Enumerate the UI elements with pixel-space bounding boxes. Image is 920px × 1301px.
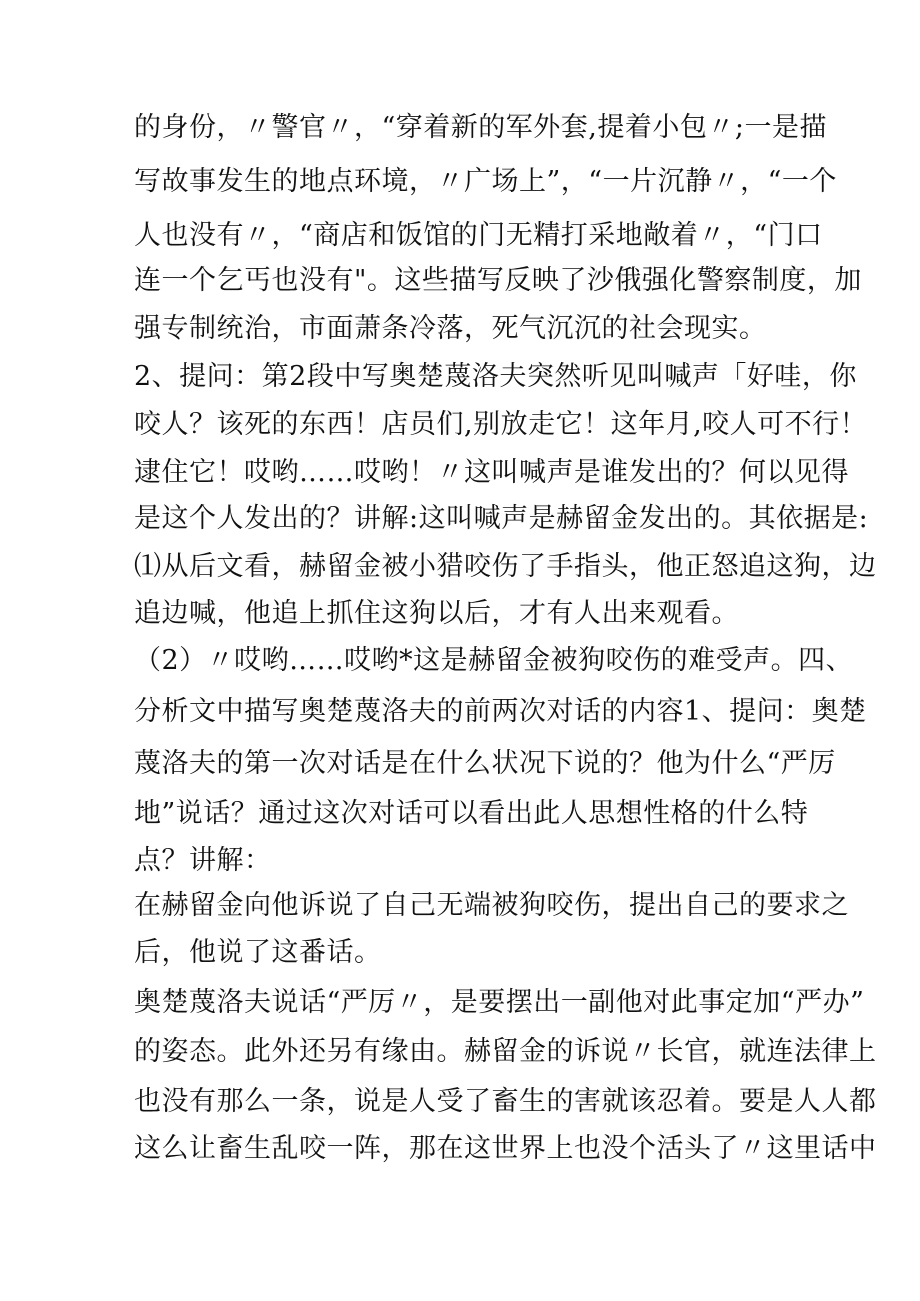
- text-line: 分析文中描写奥楚蔑洛夫的前两次对话的内容1、提问：奥楚: [134, 696, 867, 727]
- text-line: 在赫留金向他诉说了自己无端被狗咬伤，提出自己的要求之: [134, 890, 849, 921]
- text-line: 逮住它！哎哟……哎哟！〃这叫喊声是谁发出的？何以见得: [134, 457, 849, 488]
- text-line: 的身份，〃警官〃，“穿着新的军外套,提着小包〃;一是描: [134, 112, 827, 143]
- text-line: （2）〃哎哟……哎哟*这是赫留金被狗咬伤的难受声。四、: [134, 645, 854, 676]
- text-line: 也没有那么一条，说是人受了畜生的害就该忍着。要是人人都: [134, 1086, 877, 1117]
- text-line: 写故事发生的地点环境，〃广场上”，“一片沉静〃，“一个: [134, 166, 837, 197]
- text-line: 的姿态。此外还另有缘由。赫留金的诉说〃长官，就连法律上: [134, 1036, 877, 1067]
- text-line: 2、提问：第2段中写奥楚蔑洛夫突然听见叫喊声「好哇，你: [134, 361, 857, 392]
- text-line: 人也没有〃，“商店和饭馆的门无精打采地敞着〃，“门口: [134, 220, 823, 251]
- text-line: 强专制统治，市面萧条冷落，死气沉沉的社会现实。: [134, 313, 767, 344]
- text-line: 奥楚蔑洛夫说话“严厉〃，是要摆出一副他对此事定加“严办”: [134, 987, 865, 1018]
- text-line: 是这个人发出的？讲解:这叫喊声是赫留金发出的。其依据是:: [134, 503, 869, 534]
- text-line: 点？讲解：: [134, 845, 272, 876]
- text-line: ⑴从后文看，赫留金被小猎咬伤了手指头，他正怒追这狗，边: [134, 551, 877, 582]
- text-line: 蔑洛夫的第一次对话是在什么状况下说的？他为什么“严厉: [134, 748, 836, 779]
- text-line: 这么让畜生乱咬一阵，那在这世界上也没个活头了〃这里话中: [134, 1133, 877, 1164]
- text-line: 咬人？该死的东西！店员们,别放走它！这年月,咬人可不行！: [134, 409, 868, 440]
- text-line: 追边喊，他追上抓住这狗以后，才有人出来观看。: [134, 598, 739, 629]
- text-line: 后，他说了这番话。: [134, 937, 382, 968]
- text-line: 连一个乞丐也没有"。这些描写反映了沙俄强化警察制度，加: [134, 265, 862, 296]
- text-line: 地”说话？通过这次对话可以看出此人思想性格的什么特: [134, 798, 809, 829]
